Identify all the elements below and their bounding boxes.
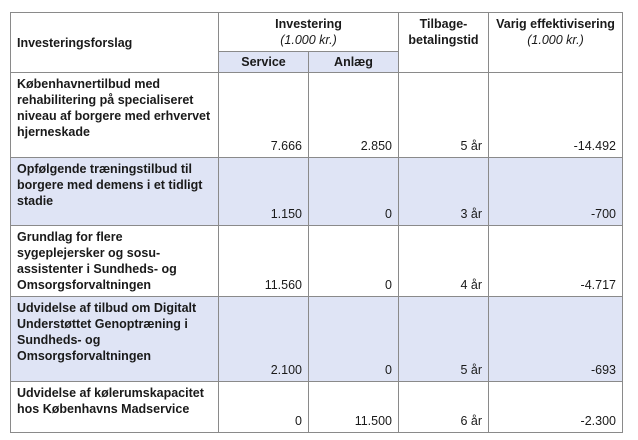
- row-efficiency: -4.717: [489, 226, 623, 297]
- header-investment-label: Investering: [275, 17, 342, 31]
- table-row: [11, 73, 623, 158]
- header-service: Service: [219, 52, 309, 73]
- row-service: 7.666: [219, 73, 309, 158]
- table-row: [11, 226, 623, 297]
- header-investment: [219, 13, 399, 52]
- row-payback: 6 år: [399, 382, 489, 433]
- row-name: Opfølgende træningstilbud til borgere med demens i et tidligt stadie: [11, 158, 219, 226]
- row-payback: 5 år: [399, 297, 489, 382]
- row-construction: 2.850: [309, 73, 399, 158]
- row-efficiency: -14.492: [489, 73, 623, 158]
- table-row: [11, 382, 623, 433]
- header-payback-line2: betalingstid: [408, 33, 479, 47]
- row-service: 1.150: [219, 158, 309, 226]
- table-row: [11, 297, 623, 382]
- row-efficiency: -693: [489, 297, 623, 382]
- row-name: Udvidelse af tilbud om Digitalt Understøttet Genoptræning i Sundheds- og Omsorgsforvaltningen: [11, 297, 219, 382]
- header-construction: Anlæg: [309, 52, 399, 73]
- header-payback-line1: Tilbage-: [419, 17, 468, 31]
- header-investment-unit: (1.000 kr.): [280, 33, 337, 47]
- row-efficiency: -700: [489, 158, 623, 226]
- row-name: Københavnertilbud med rehabilitering på specialiseret niveau af borgere med erhvervet hjerneskade: [11, 73, 219, 158]
- header-efficiency-label: Varig effektivisering: [496, 17, 615, 31]
- row-payback: 5 år: [399, 73, 489, 158]
- row-service: 2.100: [219, 297, 309, 382]
- row-construction: 0: [309, 226, 399, 297]
- investment-table-container: [10, 12, 623, 433]
- investment-table: [10, 12, 623, 433]
- row-service: 0: [219, 382, 309, 433]
- row-service: 11.560: [219, 226, 309, 297]
- header-proposal: Investeringsforslag: [11, 13, 219, 73]
- row-efficiency: -2.300: [489, 382, 623, 433]
- header-payback: [399, 13, 489, 73]
- table-row: [11, 158, 623, 226]
- row-payback: 3 år: [399, 158, 489, 226]
- row-construction: 0: [309, 158, 399, 226]
- header-efficiency: [489, 13, 623, 73]
- row-construction: 0: [309, 297, 399, 382]
- header-row: [11, 13, 623, 52]
- row-construction: 11.500: [309, 382, 399, 433]
- header-efficiency-unit: (1.000 kr.): [527, 33, 584, 47]
- row-payback: 4 år: [399, 226, 489, 297]
- row-name: Udvidelse af kølerumskapacitet hos Københavns Madservice: [11, 382, 219, 433]
- row-name: Grundlag for flere sygeplejersker og sosu-assistenter i Sundheds- og Omsorgsforvaltningen: [11, 226, 219, 297]
